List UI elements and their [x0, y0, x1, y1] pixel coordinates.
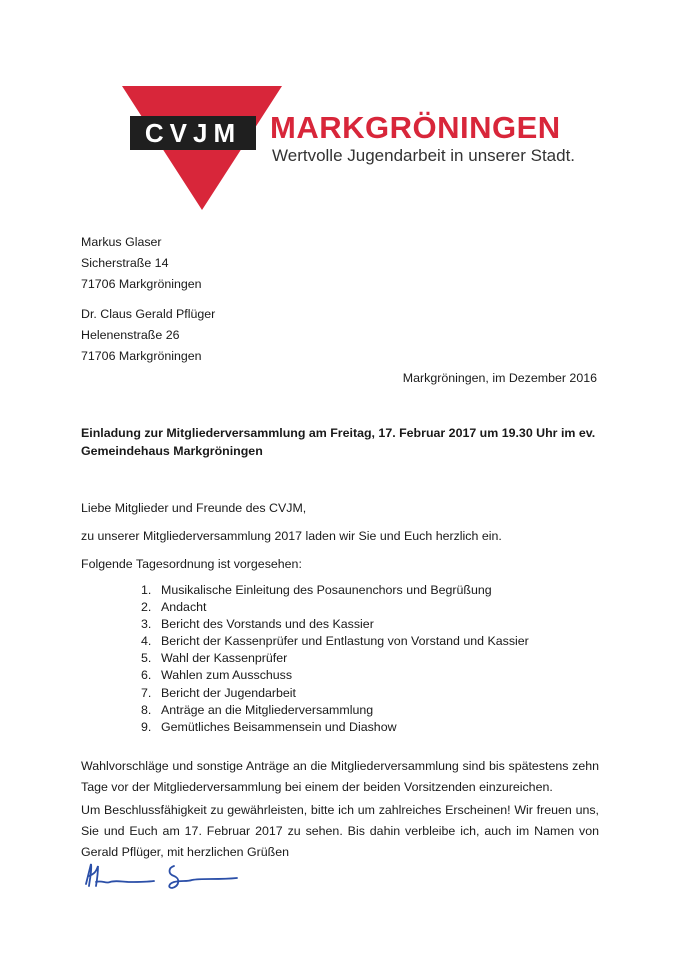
agenda-list — [141, 582, 529, 736]
agenda-item: 1. Musikalische Einleitung des Posaunenchors und Begrüßung — [141, 583, 492, 597]
letter-subject: Einladung zur Mitgliederversammlung am Freitag, 17. Februar 2017 um 19.30 Uhr im ev. Gemeindehaus Markgröningen — [81, 426, 596, 458]
agenda-item: 3. Bericht des Vorstands und des Kassier — [141, 617, 374, 632]
logo-org-name: MARKGRÖNINGEN — [270, 110, 561, 145]
logo-cvjm-text: CVJM — [144, 118, 242, 148]
date-line: Markgröningen, im Dezember 2016 — [402, 371, 597, 385]
handwritten-signature — [82, 860, 242, 899]
logo-tagline: Wertvolle Jugendarbeit in unserer Stadt. — [272, 146, 576, 165]
intro-paragraph: zu unserer Mitgliederversammlung 2017 laden wir Sie und Euch herzlich ein. — [81, 529, 502, 543]
agenda-item: 8. Anträge an die Mitgliederversammlung — [141, 702, 374, 717]
agenda-item: 2. Andacht — [141, 600, 207, 615]
logo-cvjm-box — [130, 116, 256, 150]
agenda-intro: Folgende Tagesordnung ist vorgesehen: — [81, 557, 302, 571]
agenda-item: 7. Bericht der Jugendarbeit — [141, 685, 297, 700]
salutation: Liebe Mitglieder und Freunde des CVJM, — [81, 501, 307, 515]
proposals-paragraph: Wahlvorschläge und sonstige Anträge an die Mitgliederversammlung sind bis spätestens zehn Tage vor der Mitgliederversammlung bei einem der beiden Vorsitzenden einzureichen. — [81, 759, 599, 794]
cosender-city: 71706 Markgröningen — [81, 349, 202, 363]
agenda-item: 5. Wahl der Kassenprüfer — [141, 651, 288, 666]
sender-city: 71706 Markgröningen — [81, 277, 202, 291]
cosender-address — [81, 304, 215, 367]
agenda-item: 9. Gemütliches Beisammensein und Diashow — [141, 719, 397, 734]
sender-name: Markus Glaser — [81, 235, 162, 249]
cosender-street: Helenenstraße 26 — [81, 328, 180, 342]
cosender-name: Dr. Claus Gerald Pflüger — [81, 307, 216, 321]
closing-paragraph: Um Beschlussfähigkeit zu gewährleisten, bitte ich um zahlreiches Erscheinen! Wir freuen uns, Sie und Euch am 17. Februar 2017 zu sehen. Bis dahin verbleibe ich, auch im Namen von Gerald Pflüger, mit herzlichen Grüßen — [81, 803, 599, 859]
agenda-item: 6. Wahlen zum Ausschuss — [141, 668, 293, 683]
cvjm-logo — [122, 86, 576, 210]
sender-address — [81, 232, 202, 295]
signature-icon — [82, 860, 242, 894]
sender-street: Sicherstraße 14 — [81, 256, 169, 270]
agenda-item: 4. Bericht der Kassenprüfer und Entlastung von Vorstand und Kassier — [141, 634, 529, 649]
